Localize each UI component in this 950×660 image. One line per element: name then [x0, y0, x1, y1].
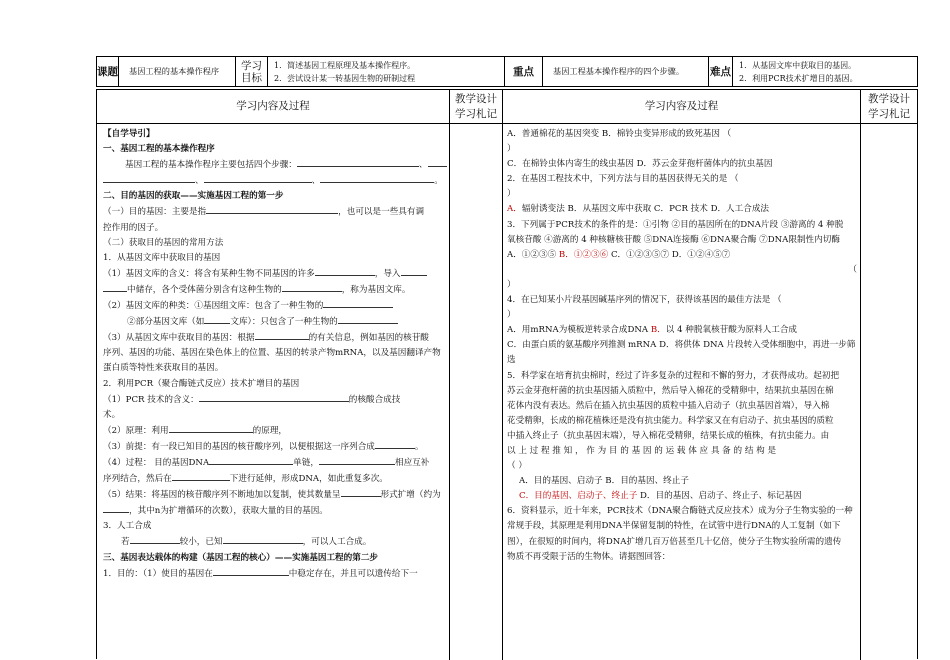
- text-line: 中插入终止子（抗虫基因末端），导入棉花受精卵，结果长成的植株，有抗虫能力。由: [507, 430, 830, 441]
- text-line: 、 、 。: [103, 173, 447, 189]
- text-line: 6．资料显示，近十年来，PCR技术（DNA聚合酶链式反应技术）成为分子生物实验的一种: [507, 506, 853, 517]
- text-line: （一）目的基因：主要是指 ，也可以是一些具有调: [103, 204, 447, 220]
- text-line: ）: [507, 189, 516, 200]
- worksheet: [96, 56, 918, 659]
- text-line: 蛋白质等特性来获取目的基因。: [103, 363, 224, 374]
- text-line: 以 上 过 程 推 知 ， 作 为 目 的 基 因 的 运 载 体 应 具 备 的 结 构 是: [507, 445, 777, 456]
- left-column-title: 学习内容及过程: [97, 90, 449, 124]
- text-line: 4．在已知某小片段基因碱基序列的情况下，获得该基因的最佳方法是 （: [507, 295, 782, 306]
- text-line: 序列结合，然后在 下进行延伸，形成DNA，如此重复多次。: [103, 471, 447, 487]
- text-line: 基因工程的基本操作程序主要包括四个步骤： 、: [103, 157, 447, 173]
- text-line: （3）从基因文库中获取目的基因：根据 的有关信息，例如基因的核苷酸: [103, 330, 447, 346]
- text-line: （3）前提：有一段已知目的基因的核苷酸序列，以便根据这一序列合成 。: [103, 439, 447, 455]
- guide-heading: 【自学导引】: [103, 129, 155, 139]
- key-label: 重点: [505, 57, 543, 86]
- text-line: 常规手段，其原理是利用DNA半保留复制的特性，在试管中进行DNA的人工复制（如下: [507, 521, 841, 532]
- text-line: （: [848, 264, 857, 275]
- text-line: A．①②③⑤ B．①②③⑥ C．①②③⑤⑦ D．①②④⑤⑦: [507, 249, 731, 260]
- text-line: 3．下列属于PCR技术的条件的是：①引物 ②目的基因所在的DNA片段 ③游离的 4 种脱: [507, 219, 844, 230]
- topic-text: 基因工程的基本操作程序: [119, 57, 236, 86]
- difficult-item: 1．从基因文库中获取目的基因。: [739, 60, 857, 70]
- goal-list: [268, 57, 505, 86]
- topic-label: 课题: [97, 57, 119, 86]
- text-line: ②部分基因文库（如 文库）：只包含了一种生物的: [103, 314, 447, 330]
- text-line: （ ）: [507, 461, 527, 472]
- text-line: 术。: [103, 409, 121, 420]
- left-note-title: 教学设计学习札记: [449, 90, 503, 124]
- text-line: 1．从基因文库中获取目的基因: [103, 252, 221, 263]
- text-line: 选: [507, 355, 516, 366]
- right-column-title: 学习内容及过程: [503, 90, 860, 124]
- difficult-label: 难点: [709, 57, 733, 86]
- text-line: （2）基因文库的种类：①基因组文库：包含了一种生物的: [103, 298, 447, 314]
- text-line: 物质不再受限于活的生物体。请据图回答：: [507, 551, 671, 562]
- text-line: A．辐射诱变法 B．从基因文库中获取 C．PCR 技术 D．人工合成法: [507, 204, 770, 215]
- text-line: （1）PCR 技术的含义： 的核酸合成技: [103, 392, 447, 408]
- text-line: 1．目的：（1）使目的基因在 中稳定存在，并且可以遗传给下一: [103, 566, 447, 582]
- goal-item: 1．简述基因工程原理及基本操作程序。: [274, 60, 416, 70]
- text-line: 2．利用PCR（聚合酶链式反应）技术扩增目的基因: [103, 378, 300, 389]
- divider: [502, 90, 503, 660]
- text-line: A．目的基因、启动子 B．目的基因、终止子: [519, 476, 689, 487]
- text-line: 3．人工合成: [103, 521, 152, 532]
- section-heading: 二、目的基因的获取——实施基因工程的第一步: [103, 191, 284, 202]
- goal-label: 学习目标: [236, 57, 268, 86]
- text-line: 氧核苷酸 ④游离的 4 种核糖核苷酸 ⑤DNA连接酶 ⑥DNA聚合酶 ⑦DNA限制性内切酶: [507, 234, 840, 245]
- text-line: 5．科学家在培育抗虫棉时，经过了许多复杂的过程和不懈的努力，才获得成功。起初把: [507, 370, 840, 381]
- text-line: C．由蛋白质的氨基酸序列推测 mRNA D．将供体 DNA 片段转入受体细胞中，再进一步筛: [507, 340, 856, 351]
- goal-item: 2．尝试设计某一转基因生物的研制过程: [274, 73, 416, 83]
- text-line: 花体内没有表达。然后在插入抗虫基因的质粒中插入启动子（抗虫基因首端），导入棉: [507, 400, 830, 411]
- text-line: 序列、基因的功能、基因在染色体上的位置、基因的转录产物mRNA，以及基因翻译产物: [103, 348, 441, 359]
- left-content: [103, 127, 447, 582]
- text-line: 苏云金芽孢杆菌的抗虫基因插入质粒中，然后导入棉花的受精卵中，结果抗虫基因在棉: [507, 385, 834, 396]
- text-line: ，其中n为扩增循环的次数），获取大量的目的基因。: [103, 503, 447, 519]
- text-line: 控作用的因子。: [103, 222, 164, 233]
- text-line: （2）原理：利用 的原理，: [103, 423, 447, 439]
- text-line: A．普通棉花的基因突变 B．棉铃虫变异形成的致死基因 （: [507, 129, 732, 139]
- text-line: 图），在很短的时间内，将DNA扩增几百万倍甚至几十亿倍，使分子生物实验所需的遗传: [507, 536, 842, 547]
- text-line: ）: [507, 279, 516, 290]
- text-line: （4）过程： 目的基因DNA 单链， 相应互补: [103, 455, 447, 471]
- section-heading: 一、基因工程的基本操作程序: [103, 144, 215, 155]
- divider: [449, 90, 450, 660]
- text-line: 中储存，各个受体菌分别含有这种生物的 ，称为基因文库。: [103, 282, 447, 298]
- text-line: C．在棉铃虫体内寄生的线虫基因 D．苏云金芽孢杆菌体内的抗虫基因: [507, 159, 773, 170]
- right-note-title: 教学设计学习札记: [860, 90, 918, 124]
- header-table: [96, 56, 918, 87]
- section-heading: 三、基因表达载体的构建（基因工程的核心）——实施基因工程的第二步: [103, 552, 379, 563]
- text-line: A．用mRNA为模板逆转录合成DNA B．以 4 种脱氧核苷酸为原料人工合成: [507, 325, 798, 336]
- content-table: [96, 89, 918, 659]
- text-line: （二）获取目的基因的常用方法: [103, 237, 224, 248]
- text-line: C．目的基因、启动子、终止子 D．目的基因、启动子、终止子、标记基因: [519, 491, 802, 502]
- difficult-item: 2．利用PCR技术扩增目的基因。: [739, 73, 858, 83]
- right-content: [507, 127, 857, 565]
- text-line: 2．在基因工程技术中，下列方法与目的基因获得无关的是 （: [507, 174, 739, 185]
- divider: [860, 90, 861, 660]
- difficult-list: [733, 57, 919, 86]
- text-line: （1）基因文库的含义：将含有某种生物不同基因的许多 ，导入: [103, 266, 447, 282]
- text-line: 花受精卵，长成的棉花植株还是没有抗虫能力。科学家又在有启动子、抗虫基因的质粒: [507, 415, 834, 426]
- text-line: （5）结果：将基因的核苷酸序列不断地加以复制，使其数量呈 形式扩增（约为: [103, 487, 447, 503]
- text-line: 若 较小，已知 ，可以人工合成。: [103, 534, 447, 550]
- key-text: 基因工程基本操作程序的四个步骤。: [543, 57, 709, 86]
- text-line: ）: [507, 144, 516, 155]
- text-line: ）: [507, 310, 516, 321]
